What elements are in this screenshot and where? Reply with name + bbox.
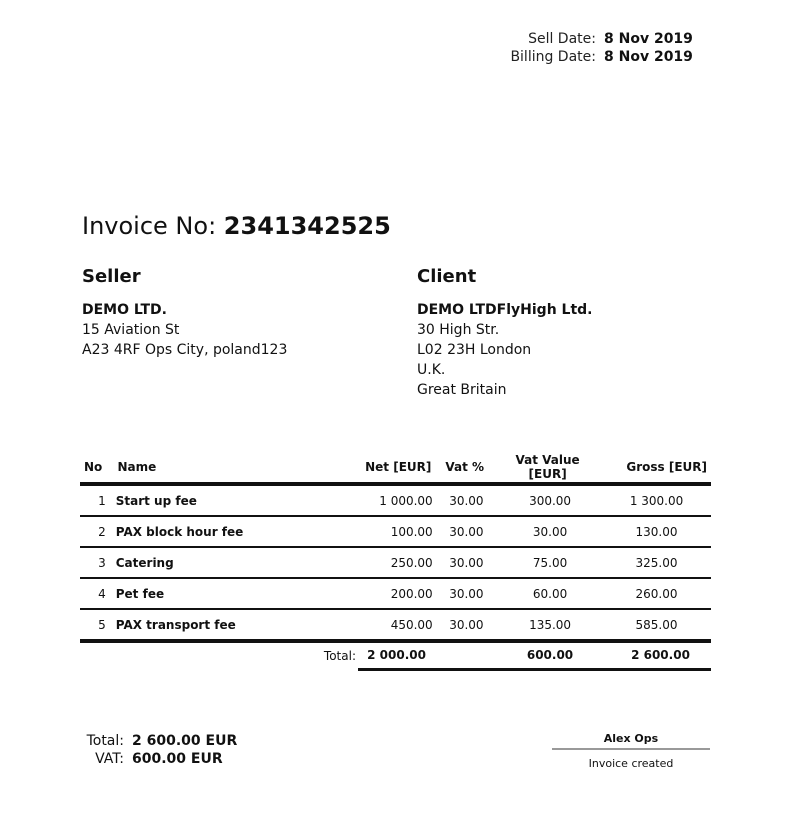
row-name: Catering: [115, 555, 174, 570]
row-net: 450.00: [390, 617, 433, 632]
client-block: [417, 300, 593, 400]
invoice-dates: [510, 30, 694, 66]
billing-date-value: 8 Nov 2019: [604, 49, 693, 65]
row-no: 1: [98, 493, 106, 508]
row-net: 100.00: [390, 524, 433, 539]
invoice-title: [82, 210, 391, 242]
table-totals-row: [80, 643, 711, 669]
row-vat-value: 60.00: [532, 586, 568, 601]
header-net: Net [EUR]: [365, 460, 432, 474]
table-header: [80, 452, 711, 486]
table-row: [80, 517, 711, 548]
row-name: PAX transport fee: [115, 617, 236, 632]
header-vat: Vat %: [445, 460, 485, 474]
seller-address-line: A23 4RF Ops City, poland123: [82, 342, 288, 358]
row-gross: 260.00: [635, 586, 678, 601]
sell-date-value: 8 Nov 2019: [604, 31, 693, 47]
summary-vat-value: 600.00 EUR: [132, 751, 223, 767]
row-vat-value: 75.00: [532, 555, 568, 570]
signature-note: Invoice created: [588, 757, 674, 770]
sell-date-label: Sell Date:: [528, 31, 596, 47]
row-no: 5: [98, 617, 106, 632]
client-address-line: Great Britain: [417, 382, 507, 398]
totals-values: [358, 642, 711, 671]
totals-label: Total:: [323, 649, 356, 663]
seller-name: DEMO LTD.: [82, 302, 167, 318]
invoice-number-label: Invoice No:: [82, 212, 217, 240]
client-heading: Client: [417, 266, 477, 287]
totals-net: 2 000.00: [367, 647, 426, 662]
row-net: 250.00: [390, 555, 433, 570]
row-vat: 30.00: [449, 555, 484, 570]
row-name: PAX block hour fee: [115, 524, 244, 539]
row-no: 4: [98, 586, 106, 601]
row-gross: 130.00: [635, 524, 678, 539]
items-table: [80, 452, 711, 669]
row-vat-value: 135.00: [529, 617, 572, 632]
table-row: [80, 610, 711, 643]
summary-total-value: 2 600.00 EUR: [132, 733, 238, 749]
billing-date-label: Billing Date:: [510, 49, 596, 65]
client-address-line: U.K.: [417, 362, 446, 378]
invoice-number: 2341342525: [223, 212, 391, 240]
invoice-summary: [82, 732, 237, 768]
client-address-line: L02 23H London: [417, 342, 532, 358]
row-vat: 30.00: [449, 617, 484, 632]
billing-date-row: [510, 48, 694, 66]
header-gross: Gross [EUR]: [626, 460, 707, 474]
seller-address-line: 15 Aviation St: [82, 322, 180, 338]
row-net: 1 000.00: [379, 493, 433, 508]
summary-vat-row: [82, 750, 237, 768]
summary-vat-label: VAT:: [95, 751, 124, 767]
table-row: [80, 486, 711, 517]
row-vat-value: 300.00: [529, 493, 572, 508]
signature-block: [552, 732, 710, 770]
header-vat-value: Vat Value [EUR]: [515, 453, 580, 481]
row-gross: 325.00: [635, 555, 678, 570]
client-name: DEMO LTDFlyHigh Ltd.: [417, 302, 593, 318]
client-address-line: 30 High Str.: [417, 322, 500, 338]
row-vat-value: 30.00: [532, 524, 568, 539]
totals-gross: 2 600.00: [631, 647, 690, 662]
row-name: Start up fee: [115, 493, 197, 508]
signer-name: Alex Ops: [552, 732, 710, 750]
row-gross: 585.00: [635, 617, 678, 632]
row-vat: 30.00: [449, 493, 484, 508]
header-name: Name: [117, 460, 157, 474]
header-no: No: [84, 460, 103, 474]
row-net: 200.00: [390, 586, 433, 601]
sell-date-row: [510, 30, 694, 48]
summary-total-row: [82, 732, 237, 750]
row-gross: 1 300.00: [629, 493, 684, 508]
seller-block: [82, 300, 287, 360]
totals-vat-value: 600.00: [526, 647, 574, 662]
row-vat: 30.00: [449, 524, 484, 539]
row-no: 2: [98, 524, 106, 539]
row-vat: 30.00: [449, 586, 484, 601]
table-row: [80, 579, 711, 610]
summary-total-label: Total:: [86, 733, 124, 749]
table-row: [80, 548, 711, 579]
row-name: Pet fee: [115, 586, 165, 601]
seller-heading: Seller: [82, 266, 141, 287]
row-no: 3: [98, 555, 106, 570]
